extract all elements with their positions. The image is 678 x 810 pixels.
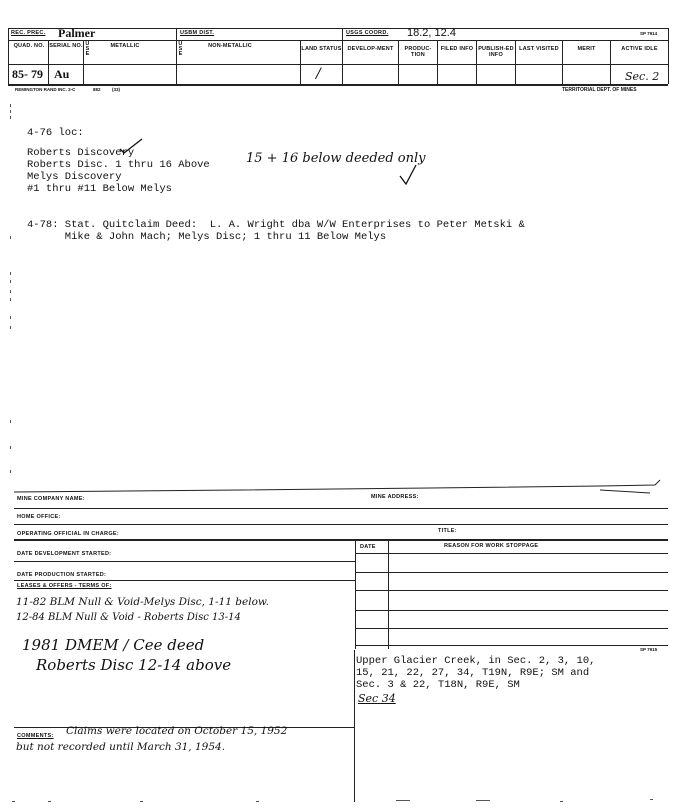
lease-note-3: 1981 DMEM / Cee deed — [22, 636, 205, 654]
lease-note-2: 12-84 BLM Null & Void - Roberts Disc 13-14 — [16, 612, 241, 623]
header-v — [342, 28, 343, 84]
body-line-6: 4-78: Stat. Quitclaim Deed: L. A. Wright dba W/W Enterprises to Peter Metski & — [27, 219, 525, 231]
comments-line-1: Claims were located on October 15, 1952 — [66, 725, 288, 737]
comments-label: COMMENTS: — [17, 733, 54, 739]
scan-mark — [10, 104, 11, 107]
col-metallic: METALLIC — [110, 43, 140, 49]
leases-label: LEASES & OFFERS - TERMS OF: — [17, 583, 112, 589]
checkmark-icon — [398, 163, 420, 187]
header-rule-2 — [8, 40, 668, 41]
rule — [355, 628, 668, 629]
rule — [14, 539, 668, 541]
quad-value: 85- 79 — [12, 67, 43, 81]
rule — [14, 561, 355, 562]
active-idle-value: Sec. 2 — [625, 70, 660, 83]
date-development-label: DATE DEVELOPMENT STARTED: — [17, 551, 112, 557]
land-status-value: / — [316, 66, 321, 82]
form-number: SP 7914 — [640, 31, 658, 36]
scan-mark — [560, 801, 563, 802]
col-quad-no: QUAD. NO. — [13, 43, 45, 49]
body-line-2: Roberts Discovery — [27, 147, 135, 159]
body-line-4: Melys Discovery — [27, 171, 122, 183]
date-col-right — [388, 539, 389, 649]
printer-code-1: 882 — [93, 87, 101, 92]
rule — [355, 610, 668, 611]
col-filed-info: FILED INFO — [440, 46, 474, 52]
scan-mark — [10, 280, 11, 283]
usbm-dist-label: USBM DIST. — [180, 30, 215, 36]
scan-mark — [10, 290, 11, 293]
date-col-left — [355, 539, 356, 649]
scan-mark — [10, 420, 11, 423]
col-merit: MERIT — [577, 46, 596, 52]
header-top-rule — [8, 28, 668, 29]
usgs-coord-label: USGS COORD. — [346, 30, 389, 36]
body-line-1: 4-76 loc: — [27, 127, 84, 139]
col-active-idle: ACTIVE IDLE — [621, 46, 658, 52]
scan-mark — [12, 801, 15, 802]
operating-official-label: OPERATING OFFICIAL IN CHARGE: — [17, 531, 119, 537]
date-production-label: DATE PRODUCTION STARTED: — [17, 572, 107, 578]
rule — [14, 508, 668, 509]
date-col-header: DATE — [360, 544, 376, 550]
scan-mark — [396, 800, 410, 801]
scan-mark — [10, 446, 11, 449]
scan-mark — [10, 110, 11, 113]
scan-mark — [10, 236, 11, 239]
torn-edge-rule — [0, 466, 678, 506]
col-serial-no: SERIAL NO. — [49, 43, 83, 49]
location-box-left — [354, 650, 355, 802]
rule — [14, 524, 668, 525]
body-line-7: Mike & John Mach; Melys Disc; 1 thru 11 Below Melys — [27, 231, 387, 243]
mine-address-label: MINE ADDRESS: — [371, 494, 419, 500]
scan-mark — [48, 801, 51, 802]
scan-mark — [10, 298, 11, 301]
mine-company-label: MINE COMPANY NAME: — [17, 496, 85, 502]
header-rule-3 — [8, 64, 668, 65]
header-v — [83, 41, 84, 84]
lease-note-1: 11-82 BLM Null & Void-Melys Disc, 1-11 below. — [16, 596, 269, 608]
scan-mark — [256, 801, 259, 802]
scan-mark — [10, 272, 11, 275]
header-rule-4 — [8, 84, 668, 86]
rule — [355, 645, 668, 646]
rule — [355, 590, 668, 591]
scan-mark — [650, 799, 653, 800]
lease-note-4: Roberts Disc 12-14 above — [36, 656, 232, 674]
usgs-coord-value: 18.2, 12.4 — [407, 27, 456, 39]
header-v-left — [8, 28, 9, 84]
location-line-2: 15, 21, 22, 27, 34, T19N, R9E; SM and — [356, 667, 590, 679]
rec-prec-value: Palmer — [58, 26, 96, 40]
title-label: TITLE: — [438, 528, 457, 534]
scan-mark — [140, 801, 143, 802]
body-line-5: #1 thru #11 Below Melys — [27, 183, 172, 195]
location-line-4: Sec 34 — [358, 692, 396, 705]
scan-mark — [10, 326, 11, 329]
home-office-label: HOME OFFICE: — [17, 514, 61, 520]
checkmark-icon — [118, 136, 144, 156]
location-line-1: Upper Glacier Creek, in Sec. 2, 3, 10, — [356, 655, 596, 667]
col-use-nonmetallic: U S E — [178, 41, 183, 57]
reason-col-header: REASON FOR WORK STOPPAGE — [444, 543, 539, 549]
col-published-info: PUBLISH-ED INFO — [478, 46, 514, 58]
rec-prec-label: REC. PREC. — [11, 30, 46, 36]
col-land-status: LAND STATUS — [301, 46, 342, 52]
serial-value: Au — [54, 67, 70, 81]
printer-code-2: (33) — [112, 87, 121, 92]
col-production: PRODUC-TION — [404, 46, 432, 58]
body-line-3: Roberts Disc. 1 thru 16 Above — [27, 159, 210, 171]
location-line-3: Sec. 3 & 22, T18N, R9E, SM — [356, 679, 520, 691]
handwritten-note-deeded: 15 + 16 below deeded only — [246, 151, 426, 166]
scan-mark — [10, 116, 11, 119]
header-v-right — [668, 28, 669, 84]
territorial-dept: TERRITORIAL DEPT. OF MINES — [562, 87, 637, 93]
col-development: DEVELOP-MENT — [347, 46, 394, 52]
rule — [355, 553, 668, 554]
rule — [355, 572, 668, 573]
location-form-number: SP 7915 — [640, 647, 658, 652]
col-use-metallic: U S E — [85, 41, 90, 57]
rule — [14, 580, 355, 581]
scan-mark — [10, 316, 11, 319]
comments-line-2: but not recorded until March 31, 1954. — [16, 741, 226, 753]
scan-mark — [476, 800, 490, 801]
printer-note: REMINGTON RAND INC. 2-C — [15, 87, 76, 92]
col-non-metallic: NON-METALLIC — [208, 43, 252, 49]
col-last-visited: LAST VISITED — [519, 46, 559, 52]
header-v — [176, 28, 177, 84]
